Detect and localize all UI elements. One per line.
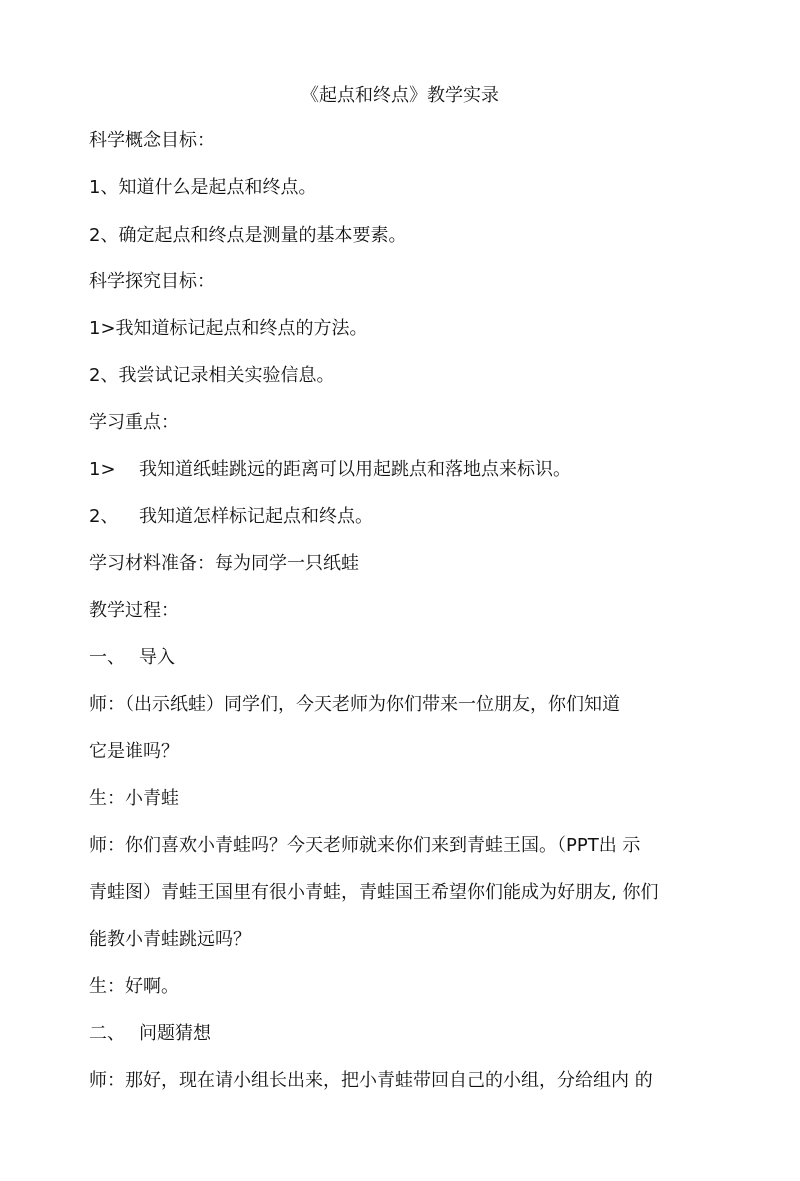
paragraph-line: 它是谁吗？ <box>89 741 179 762</box>
paragraph-line: 生：小青蛙 <box>89 788 179 809</box>
paragraph-line: 生：好啊。 <box>89 976 179 997</box>
section-heading: 科学概念目标： <box>89 130 215 151</box>
paragraph-line: 师：你们喜欢小青蛙吗？今天老师就来你们来到青蛙王国。（PPT出 示 <box>89 835 641 856</box>
numbered-item: 一、 导入 <box>89 647 175 668</box>
section-heading: 教学过程： <box>89 600 179 621</box>
paragraph-line: 学习材料准备：每为同学一只纸蛙 <box>89 553 359 574</box>
paragraph-line: 1、知道什么是起点和终点。 <box>89 177 317 198</box>
paragraph-line: 师：（出示纸蛙）同学们，今天老师为你们带来一位朋友，你们知道 <box>89 694 620 715</box>
numbered-item: 二、 问题猜想 <box>89 1023 211 1044</box>
item-number: 二、 <box>89 1023 125 1044</box>
item-number: 1> <box>89 459 116 480</box>
paragraph-line: 2、确定起点和终点是测量的基本要素。 <box>89 225 407 246</box>
item-number: 一、 <box>89 647 125 668</box>
numbered-item: 1> 我知道纸蛙跳远的距离可以用起跳点和落地点来标识。 <box>89 459 571 480</box>
paragraph-line: 师：那好，现在请小组长出来，把小青蛙带回自己的小组，分给组内 的 <box>89 1070 653 1091</box>
section-heading: 学习重点： <box>89 412 179 433</box>
numbered-item: 2、 我知道怎样标记起点和终点。 <box>89 506 373 527</box>
paragraph-line: 2、我尝试记录相关实验信息。 <box>89 365 335 386</box>
paragraph-line: 1>我知道标记起点和终点的方法。 <box>89 318 368 339</box>
document-title: 《起点和终点》教学实录 <box>301 85 499 106</box>
section-heading: 科学探究目标： <box>89 271 215 292</box>
item-number: 2、 <box>89 506 119 527</box>
paragraph-line: 能教小青蛙跳远吗？ <box>89 929 251 950</box>
paragraph-line: 青蛙图）青蛙王国里有很小青蛙，青蛙国王希望你们能成为好朋友, 你们 <box>89 882 659 903</box>
